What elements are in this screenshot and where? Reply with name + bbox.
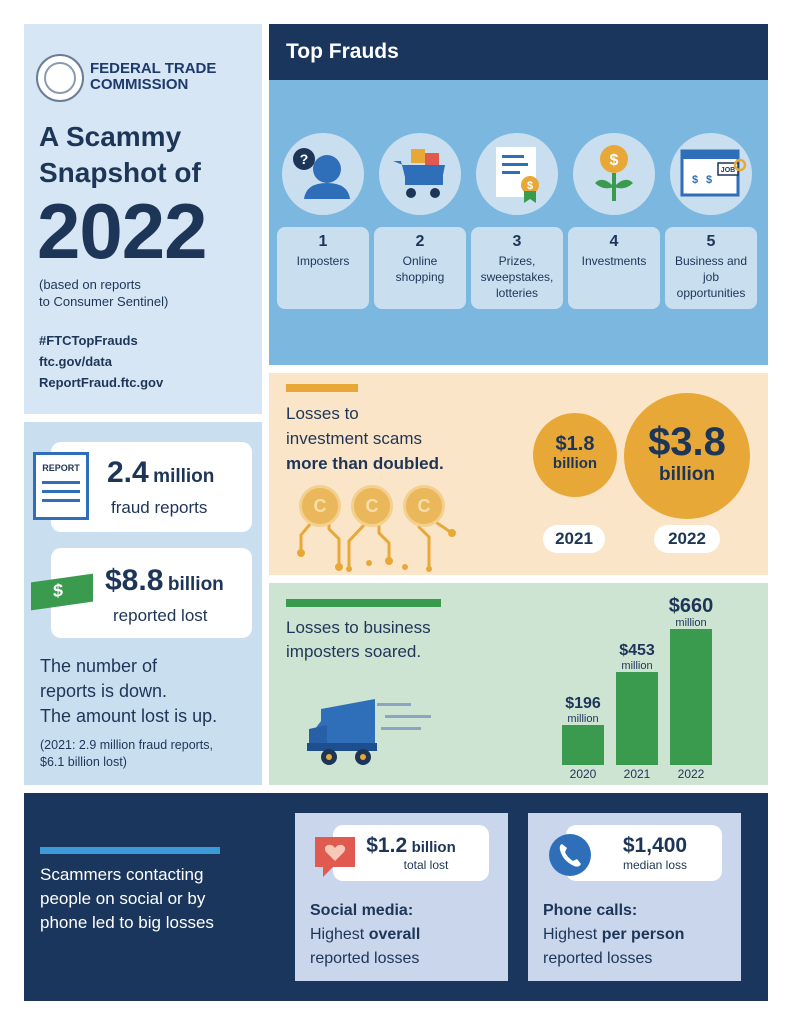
fraud-card-5 [665, 227, 757, 309]
source-note-line2: to Consumer Sentinel) [39, 294, 169, 309]
social-desc-post: reported losses [310, 950, 420, 967]
lost-value: $8.8 [105, 564, 164, 597]
chart-value-unit: million [675, 617, 707, 629]
report-fraud-link[interactable]: ReportFraud.ftc.gov [39, 375, 164, 390]
contact-intro [40, 863, 265, 935]
investment-2021-unit: billion [552, 455, 598, 472]
dollar-bill-label: $ [53, 579, 64, 602]
fraud-card-2 [374, 227, 466, 309]
report-document-icon [33, 452, 89, 520]
contact-method-panel [24, 793, 768, 1001]
chart-value-amount: $660 [668, 595, 714, 617]
accent-bar [286, 599, 441, 607]
money-plant-icon [573, 133, 655, 215]
svg-text:$: $ [526, 180, 534, 192]
ftc-header-panel [24, 24, 262, 414]
fraud-label: Business and job opportunities [674, 254, 748, 300]
fraud-label: Online shopping [395, 254, 445, 284]
accent-bar [40, 847, 220, 854]
chart-value-label [606, 642, 668, 672]
fraud-rank: 5 [706, 233, 716, 250]
report-icon-label: REPORT [42, 463, 80, 473]
investment-2021-year: 2021 [543, 525, 605, 553]
heart-chat-icon [313, 835, 357, 884]
prior-line2: $6.1 billion lost) [40, 755, 127, 769]
fraud-card-3 [471, 227, 563, 309]
intro-line2: people on social or by [40, 889, 206, 908]
top-frauds-panel [269, 80, 768, 365]
link-list [39, 330, 249, 393]
chart-value-label [552, 695, 614, 725]
page-title [39, 119, 254, 191]
trend-line2: reports is down. [40, 681, 168, 701]
investment-headline [286, 401, 516, 476]
summary-stats-panel [24, 422, 262, 785]
social-unit: billion [411, 839, 456, 856]
source-note [39, 276, 239, 310]
fraud-card-4 [568, 227, 660, 309]
investment-2021-value: $1.8 [555, 433, 595, 455]
social-heading: Social media: [310, 902, 414, 919]
phone-heading: Phone calls: [543, 902, 638, 919]
chart-category-label: 2021 [623, 767, 651, 781]
social-sub: total lost [403, 858, 449, 872]
chart-category-label: 2022 [677, 767, 705, 781]
investment-2022-year: 2022 [654, 525, 720, 553]
investment-line3: more than doubled. [286, 454, 444, 473]
social-desc [310, 899, 505, 971]
fraud-rank: 4 [609, 233, 619, 250]
investment-panel: Losses to investment scams more than doubled. C C C $1.8 billion $3.8 billion 2021 2022 [269, 373, 768, 575]
phone-desc-bold: per person [601, 926, 685, 943]
org-name-line2: COMMISSION [90, 76, 189, 93]
chart-bar-2022 [670, 629, 712, 765]
investment-2022-bubble [624, 393, 750, 519]
title-line2: Snapshot of [39, 157, 201, 188]
fraud-rank: 3 [512, 233, 522, 250]
data-link[interactable]: ftc.gov/data [39, 354, 112, 369]
social-value: $1.2 [366, 834, 408, 857]
org-name-line1: FEDERAL TRADE [90, 60, 217, 77]
top-frauds-title: Top Frauds [286, 40, 399, 63]
svg-text:$: $ [692, 174, 699, 186]
business-line2: imposters soared. [286, 642, 422, 661]
investment-2022-value: $3.8 [648, 420, 726, 464]
person-question-icon [282, 133, 364, 215]
phone-calls-card [528, 813, 741, 981]
chart-bar-2020 [562, 725, 604, 765]
social-desc-bold: overall [368, 926, 421, 943]
svg-text:$: $ [609, 152, 619, 169]
chart-value-label [660, 595, 722, 629]
phone-desc-post: reported losses [543, 950, 653, 967]
fraud-rank: 1 [318, 233, 328, 250]
trend-line3: The amount lost is up. [40, 706, 218, 726]
fraud-label: Investments [581, 254, 647, 268]
phone-sub: median loss [622, 858, 688, 872]
fraud-label: Imposters [296, 254, 350, 268]
reports-value: 2.4 [107, 456, 149, 489]
reports-label: fraud reports [111, 498, 208, 517]
chart-value-unit: million [567, 713, 599, 725]
top-frauds-header [269, 24, 768, 80]
accent-bar [286, 384, 358, 392]
chart-value-amount: $196 [565, 695, 601, 712]
job-listing-icon [670, 133, 752, 215]
lost-label: reported lost [113, 606, 208, 625]
investment-2022-unit: billion [659, 464, 715, 485]
svg-text:$: $ [706, 174, 713, 186]
svg-text:JOB: JOB [720, 167, 736, 174]
fraud-rank: 2 [415, 233, 425, 250]
business-imposter-chart [554, 583, 724, 785]
phone-value: $1,400 [622, 834, 688, 857]
intro-line3: phone led to big losses [40, 913, 214, 932]
ftc-seal-icon [36, 54, 84, 102]
title-year: 2022 [37, 187, 207, 275]
trend-summary [40, 654, 255, 729]
phone-icon [548, 833, 592, 882]
prior-year-note [40, 737, 255, 771]
shopping-cart-icon [379, 133, 461, 215]
org-name [90, 61, 260, 93]
hashtag-link[interactable]: #FTCTopFrauds [39, 333, 138, 348]
fraud-label: Prizes, sweepstakes, lotteries [480, 254, 554, 300]
source-note-line1: (based on reports [39, 277, 141, 292]
reports-unit: million [153, 466, 215, 487]
certificate-icon [476, 133, 558, 215]
business-line1: Losses to business [286, 618, 431, 637]
title-line1: A Scammy [39, 121, 182, 152]
chart-value-unit: million [621, 660, 653, 672]
chart-value-amount: $453 [619, 642, 655, 659]
prior-line1: (2021: 2.9 million fraud reports, [40, 738, 214, 752]
social-desc-pre: Highest [310, 926, 369, 943]
lost-unit: billion [167, 574, 224, 595]
chart-bar-2021 [616, 672, 658, 765]
phone-desc [543, 899, 738, 971]
chart-category-label: 2020 [569, 767, 597, 781]
investment-2021-bubble [533, 413, 617, 497]
business-headline [286, 616, 476, 664]
investment-line2: investment scams [286, 429, 423, 448]
svg-text:?: ? [299, 151, 309, 167]
delivery-truck-icon [307, 695, 443, 776]
business-imposters-panel [269, 583, 768, 785]
social-media-card [295, 813, 508, 981]
fraud-card-1 [277, 227, 369, 309]
phone-desc-pre: Highest [543, 926, 602, 943]
trend-line1: The number of [40, 656, 158, 676]
intro-line1: Scammers contacting [40, 865, 204, 884]
investment-line1: Losses to [286, 404, 359, 423]
